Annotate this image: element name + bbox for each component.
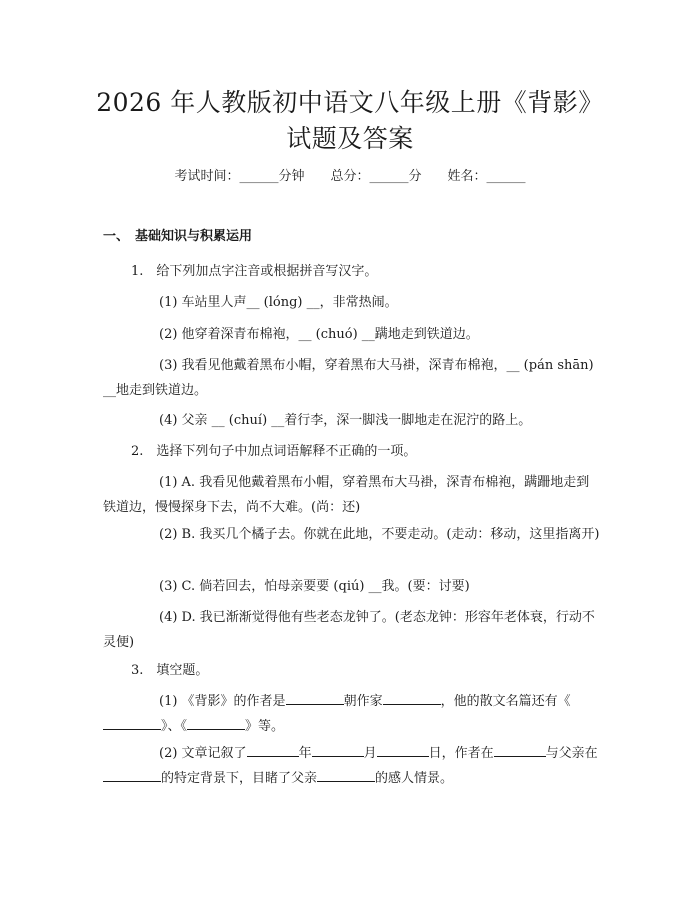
question-2-option-d: (4) D. 我已渐渐觉得他有些老态龙钟了。(老态龙钟：形容年老体衰，行动不灵便) xyxy=(103,610,595,650)
question-3-item-2 xyxy=(103,741,600,791)
blank-dynasty-writer[interactable] xyxy=(383,692,441,705)
q3-1-text-a: (1) 《背影》的作者是 xyxy=(159,694,286,709)
question-3-item-1 xyxy=(103,689,600,739)
question-2-option-a: (1) A. 我看见他戴着黑布小帽，穿着黑布大马褂，深青布棉袍，蹒跚地走到铁道边，慢慢探身下去，尚不大难。(尚：还) xyxy=(103,475,590,515)
blank-work-1[interactable] xyxy=(103,717,161,730)
q3-2-text-e: 与父亲在 xyxy=(545,746,598,761)
q3-2-text-c: 月 xyxy=(363,746,377,761)
q3-2-text-d: 日，作者在 xyxy=(428,746,494,761)
page-title-line-1: 2026 年人教版初中语文八年级上册《背影》 xyxy=(96,88,604,117)
q3-1-text-f: 》等。 xyxy=(245,719,285,734)
blank-background[interactable] xyxy=(103,769,161,782)
blank-place[interactable] xyxy=(494,744,546,757)
exam-time: 考试时间：______分钟 xyxy=(174,169,305,184)
q3-2-text-a: (2) 文章记叙了 xyxy=(159,746,247,761)
question-1-item-4: (4) 父亲 __ (chuí) __着行李，深一脚浅一脚地走在泥泞的路上。 xyxy=(159,413,532,428)
question-1-item-3: (3) 我看见他戴着黑布小帽，穿着黑布大马褂，深青布棉袍，__ (pán shān) __地走到铁道边。 xyxy=(103,358,594,398)
question-2-option-b: (2) B. 我买几个橘子去。你就在此地，不要走动。(走动：移动，这里指离开) xyxy=(159,527,600,542)
section-number: 一、 xyxy=(103,229,130,244)
question-1-stem: 1. 给下列加点字注音或根据拼音写汉字。 xyxy=(131,264,378,279)
blank-work-2[interactable] xyxy=(187,717,245,730)
q3-2-text-b: 年 xyxy=(298,746,312,761)
question-1-item-1: (1) 车站里人声__ (lóng) __，非常热闹。 xyxy=(159,295,398,310)
q3-1-text-b: 朝作家 xyxy=(343,694,383,709)
question-2-stem: 2. 选择下列句子中加点词语解释不正确的一项。 xyxy=(131,444,417,459)
q3-2-text-f: 的特定背景下，目睹了父亲 xyxy=(161,771,318,786)
exam-score: 总分：______分 xyxy=(330,169,422,184)
question-2-option-c: (3) C. 倘若回去，怕母亲要要 (qiú) __我。(要：讨要) xyxy=(159,579,470,594)
section-title: 基础知识与积累运用 xyxy=(135,229,253,244)
q3-1-text-d: 《 xyxy=(557,694,571,709)
section-heading xyxy=(103,227,252,247)
blank-action[interactable] xyxy=(317,769,375,782)
question-1-item-2: (2) 他穿着深青布棉袍，__ (chuó) __蹒地走到铁道边。 xyxy=(159,327,479,342)
page-title-line-2: 试题及答案 xyxy=(286,124,414,153)
question-3-stem: 3. 填空题。 xyxy=(131,663,209,678)
q3-1-text-e: 》、《 xyxy=(161,719,188,734)
blank-author[interactable] xyxy=(286,692,344,705)
q3-1-text-c: ，他的散文名篇还有 xyxy=(440,694,558,709)
blank-day[interactable] xyxy=(377,744,429,757)
exam-name: 姓名：______ xyxy=(447,169,526,184)
blank-year[interactable] xyxy=(247,744,299,757)
exam-meta xyxy=(0,167,700,187)
blank-month[interactable] xyxy=(312,744,364,757)
q3-2-text-g: 的感人情景。 xyxy=(375,771,454,786)
